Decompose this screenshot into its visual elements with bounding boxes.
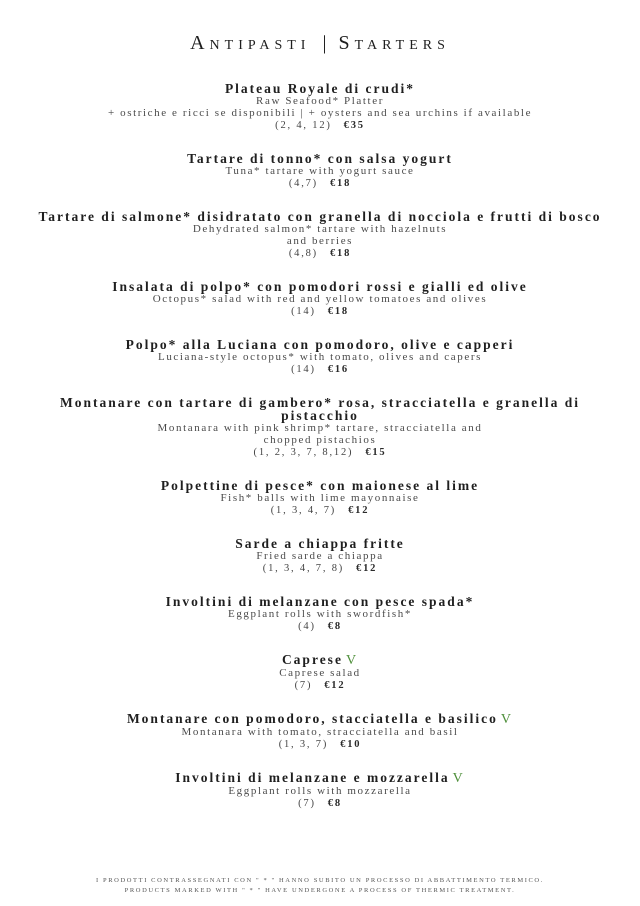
menu-items-list xyxy=(0,82,640,810)
dish-name-text: Polpo* alla Luciana con pomodoro, olive e capperi xyxy=(125,337,515,352)
dish-name-text: Caprese xyxy=(281,652,343,667)
dish-price: €18 xyxy=(329,178,352,189)
dish-description: + ostriche e ricci se disponibili | + oysters and sea urchins if available xyxy=(107,107,533,119)
dish-name xyxy=(20,537,620,550)
allergen-codes: (1, 3, 4, 7, 8) xyxy=(262,563,345,574)
dish-description: Fish* balls with lime mayonnaise xyxy=(220,492,420,504)
dish-name-text: Involtini di melanzane e mozzarella xyxy=(175,770,450,785)
dish-description: Luciana-style octopus* with tomato, olives and capers xyxy=(158,351,482,363)
dish-name xyxy=(20,653,620,667)
dish-price: €18 xyxy=(327,306,349,317)
dish-name xyxy=(20,82,620,95)
heading-italian: Antipasti xyxy=(190,32,311,54)
dish-price: €18 xyxy=(329,248,352,259)
dish-description: Fried sarde a chiappa xyxy=(256,550,384,562)
allergen-codes: (4,8) xyxy=(288,248,318,259)
dish-name xyxy=(20,396,620,422)
dish-description: Dehydrated salmon* tartare with hazelnuts xyxy=(192,223,448,235)
allergens-price-line xyxy=(20,738,620,751)
dish-name xyxy=(20,712,620,726)
allergen-codes: (4,7) xyxy=(288,178,318,189)
dish-name-text: Plateau Royale di crudi* xyxy=(224,81,416,96)
dish-description: Montanara with pink shrimp* tartare, stracciatella and xyxy=(157,422,483,434)
dish-name xyxy=(20,338,620,351)
menu-item xyxy=(20,338,620,376)
allergen-codes: (14) xyxy=(291,306,316,317)
dish-description: chopped pistachios xyxy=(263,434,377,446)
dish-name-text: Sarde a chiappa fritte xyxy=(235,536,405,551)
allergens-price-line xyxy=(20,177,620,190)
menu-item xyxy=(20,771,620,810)
menu-item xyxy=(20,280,620,318)
menu-item xyxy=(20,712,620,751)
menu-item xyxy=(20,537,620,575)
dish-description: Montanara with tomato, stracciatella and basil xyxy=(181,726,459,738)
allergen-codes: (4) xyxy=(298,621,316,632)
allergen-codes: (1, 2, 3, 7, 8,12) xyxy=(253,447,354,458)
menu-item xyxy=(20,82,620,132)
vegetarian-icon: V xyxy=(452,771,465,786)
allergens-price-line xyxy=(20,446,620,459)
allergens-price-line xyxy=(20,305,620,318)
menu-item xyxy=(20,479,620,517)
allergens-price-line xyxy=(20,119,620,132)
allergens-price-line xyxy=(20,562,620,575)
allergens-price-line xyxy=(20,797,620,810)
dish-name-text: Insalata di polpo* con pomodori rossi e gialli ed olive xyxy=(112,279,528,294)
allergen-codes: (7) xyxy=(298,798,316,809)
dish-price: €8 xyxy=(327,798,342,809)
dish-description: Raw Seafood* Platter xyxy=(256,95,384,107)
footer-note-italian: I PRODOTTI CONTRASSEGNATI CON " * " HANNO SUBITO UN PROCESSO DI ABBATTIMENTO TERMICO. xyxy=(96,877,544,884)
allergen-codes: (14) xyxy=(291,364,316,375)
dish-description: Octopus* salad with red and yellow tomatoes and olives xyxy=(152,293,488,305)
dish-name xyxy=(20,152,620,165)
footer-note-english: PRODUCTS MARKED WITH " * " HAVE UNDERGONE A PROCESS OF THERMIC TREATMENT. xyxy=(124,887,516,894)
dish-price: €10 xyxy=(340,739,362,750)
section-heading xyxy=(0,30,640,56)
vegetarian-icon: V xyxy=(500,712,514,727)
dish-description: Caprese salad xyxy=(279,667,361,679)
menu-item xyxy=(20,653,620,692)
allergen-codes: (2, 4, 12) xyxy=(275,120,332,131)
dish-name-text: Involtini di melanzane con pesce spada* xyxy=(165,594,475,609)
dish-price: €12 xyxy=(356,563,378,574)
dish-price: €8 xyxy=(327,621,342,632)
menu-item xyxy=(20,210,620,260)
dish-name-text: Montanare con pomodoro, stacciatella e basilico xyxy=(126,711,498,726)
allergens-price-line xyxy=(20,504,620,517)
heading-english: Starters xyxy=(338,32,450,54)
dish-description: Eggplant rolls with swordfish* xyxy=(228,608,412,620)
allergens-price-line xyxy=(20,247,620,260)
menu-item xyxy=(20,595,620,633)
dish-name xyxy=(20,479,620,492)
vegetarian-icon: V xyxy=(345,653,359,668)
allergens-price-line xyxy=(20,363,620,376)
menu-footer-note xyxy=(0,876,640,896)
dish-name-text: Montanare con tartare di gambero* rosa, stracciatella e granella di pistacchio xyxy=(60,395,580,423)
dish-description: Eggplant rolls with mozzarella xyxy=(228,785,412,797)
dish-description: Tuna* tartare with yogurt sauce xyxy=(225,165,415,177)
allergens-price-line xyxy=(20,679,620,692)
dish-price: €16 xyxy=(327,364,349,375)
dish-name-text: Tartare di salmone* disidratato con granella di nocciola e frutti di bosco xyxy=(38,209,602,224)
dish-price: €12 xyxy=(348,505,370,516)
dish-name-text: Polpettine di pesce* con maionese al lime xyxy=(160,478,480,493)
allergen-codes: (1, 3, 4, 7) xyxy=(270,505,337,516)
allergen-codes: (1, 3, 7) xyxy=(278,739,329,750)
dish-name xyxy=(20,771,620,785)
dish-description: and berries xyxy=(286,235,354,247)
menu-item xyxy=(20,396,620,459)
dish-name-text: Tartare di tonno* con salsa yogurt xyxy=(187,151,453,166)
allergen-codes: (7) xyxy=(294,680,313,691)
dish-name xyxy=(20,210,620,223)
dish-price: €35 xyxy=(343,120,365,131)
dish-name xyxy=(20,595,620,608)
heading-separator: | xyxy=(322,32,327,54)
dish-price: €12 xyxy=(324,680,346,691)
allergens-price-line xyxy=(20,620,620,633)
menu-item xyxy=(20,152,620,190)
dish-name xyxy=(20,280,620,293)
dish-price: €15 xyxy=(365,447,387,458)
